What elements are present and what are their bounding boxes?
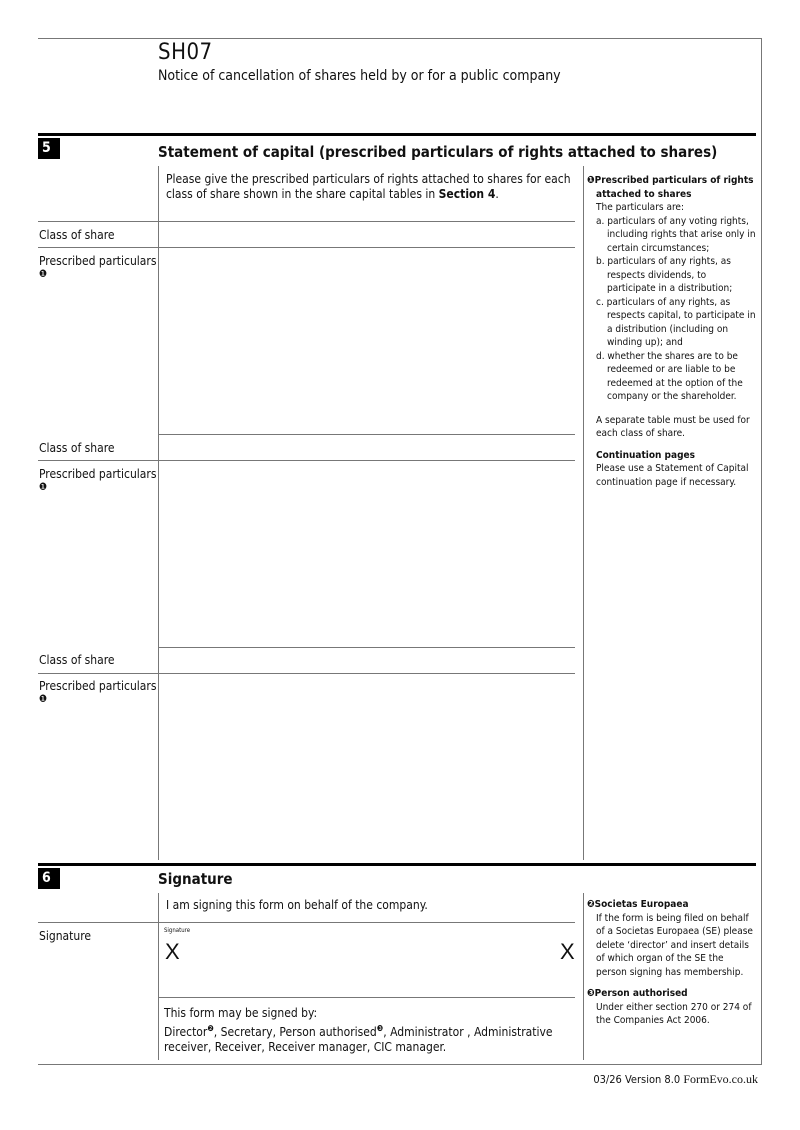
prescribed-label-1 (39, 254, 157, 282)
signed-by-list (164, 1021, 564, 1055)
note-1-icon: ❶ (39, 269, 48, 280)
note-2-text: If the form is being filed on behalf of a Societas Europaea (SE) please delete ‘director’ and insert details of which organ of the SE the person signing has membership. (596, 912, 753, 978)
class-of-share-field-1[interactable] (160, 222, 574, 246)
section5-rule (38, 133, 756, 136)
instruction-suffix: . (495, 187, 499, 201)
prescribed-text-2: Prescribed particulars (39, 467, 157, 481)
note-3-text: Under either section 270 or 274 of the Companies Act 2006. (596, 1001, 752, 1026)
note-1-icon: ❶ (39, 694, 48, 705)
note-1-marker: ❶ (587, 175, 595, 186)
section6-title: Signature (158, 870, 233, 888)
note-item: d. whether the shares are to be redeemed or are liable to be redeemed at the option of the company or the shareholder. (596, 350, 743, 402)
prescribed-field-1[interactable] (160, 248, 574, 433)
class-of-share-field-3[interactable] (160, 648, 574, 672)
bottom-border (38, 1064, 762, 1065)
signature-box[interactable] (160, 923, 578, 996)
section6-number: 6 (38, 868, 60, 889)
note-1-title: Prescribed particulars of rights attached to shares (594, 175, 754, 200)
form-title: Notice of cancellation of shares held by or for a public company (158, 68, 561, 84)
note-2-marker: ❷ (587, 899, 595, 910)
continuation-text: Please use a Statement of Capital continuation page if necessary. (596, 463, 749, 488)
note-3-icon: ❸ (376, 1024, 384, 1033)
section6-notes (587, 898, 757, 1028)
sign-here-cross-right: X (560, 939, 575, 964)
note-3-heading (587, 987, 757, 1001)
rule (158, 997, 575, 998)
note-1-icon: ❶ (39, 482, 48, 493)
note-2-icon: ❷ (207, 1024, 214, 1033)
note-separate-table: A separate table must be used for each class of share. (596, 414, 750, 439)
class-of-share-field-2[interactable] (160, 435, 574, 459)
note-2-heading (587, 898, 757, 912)
footer-brand: FormEvo.co.uk (683, 1072, 758, 1086)
signed-by-intro: This form may be signed by: (164, 1006, 318, 1020)
field-left-rule (158, 166, 159, 860)
continuation-title: Continuation pages (596, 449, 695, 461)
section5-title: Statement of capital (prescribed particulars of rights attached to shares) (158, 143, 718, 161)
class-of-share-label-3: Class of share (39, 653, 115, 667)
instruction-section-ref: Section 4 (438, 187, 496, 201)
class-of-share-label-2: Class of share (39, 441, 115, 455)
note-3-title: Person authorised (594, 988, 688, 999)
footer-version: 03/26 Version 8.0 (593, 1073, 681, 1086)
prescribed-label-2 (39, 467, 157, 495)
prescribed-label-3 (39, 679, 157, 707)
signature-box-caption: Signature (164, 927, 191, 934)
prescribed-field-2[interactable] (160, 461, 574, 646)
note-item: a. particulars of any voting rights, including rights that arise only in certain circumstances; (596, 215, 756, 254)
prescribed-text-1: Prescribed particulars (39, 254, 157, 268)
signed-by-mid: , Secretary, Person authorised (213, 1025, 377, 1039)
class-of-share-label-1: Class of share (39, 228, 115, 242)
sign-here-cross-left: X (165, 939, 180, 964)
form-code: SH07 (158, 40, 213, 65)
section6-rule (38, 863, 756, 866)
prescribed-particulars-note (587, 174, 757, 489)
signature-label: Signature (39, 929, 92, 943)
note-3-marker: ❸ (587, 988, 595, 999)
rule (158, 893, 159, 1060)
note-2-title: Societas Europaea (594, 899, 689, 910)
note-column-rule (583, 166, 584, 860)
note-intro: The particulars are: (596, 202, 684, 213)
note-item: c. particulars of any rights, as respects capital, to participate in a distribution (including on winding up); and (596, 296, 756, 348)
footer (593, 1072, 758, 1087)
rule (583, 893, 584, 1060)
right-border (761, 38, 762, 1064)
signed-by-rest: , Administrator , Administrative receiver, Receiver, Receiver manager, CIC manager. (164, 1025, 553, 1054)
note-item: b. particulars of any rights, as respects dividends, to participate in a distribution; (596, 256, 733, 294)
section5-number: 5 (38, 138, 60, 159)
signing-statement: I am signing this form on behalf of the company. (166, 898, 428, 912)
note-heading (587, 174, 757, 201)
instruction-prefix: Please give the prescribed particulars of rights attached to shares for each class of share shown in the share capital tables in (166, 172, 571, 201)
prescribed-field-3[interactable] (160, 674, 574, 858)
signed-by-text (164, 1006, 564, 1055)
prescribed-text-3: Prescribed particulars (39, 679, 157, 693)
section5-instruction (166, 172, 574, 202)
note-items (587, 215, 757, 404)
signed-by-director: Director (164, 1025, 208, 1039)
top-border (38, 38, 762, 39)
